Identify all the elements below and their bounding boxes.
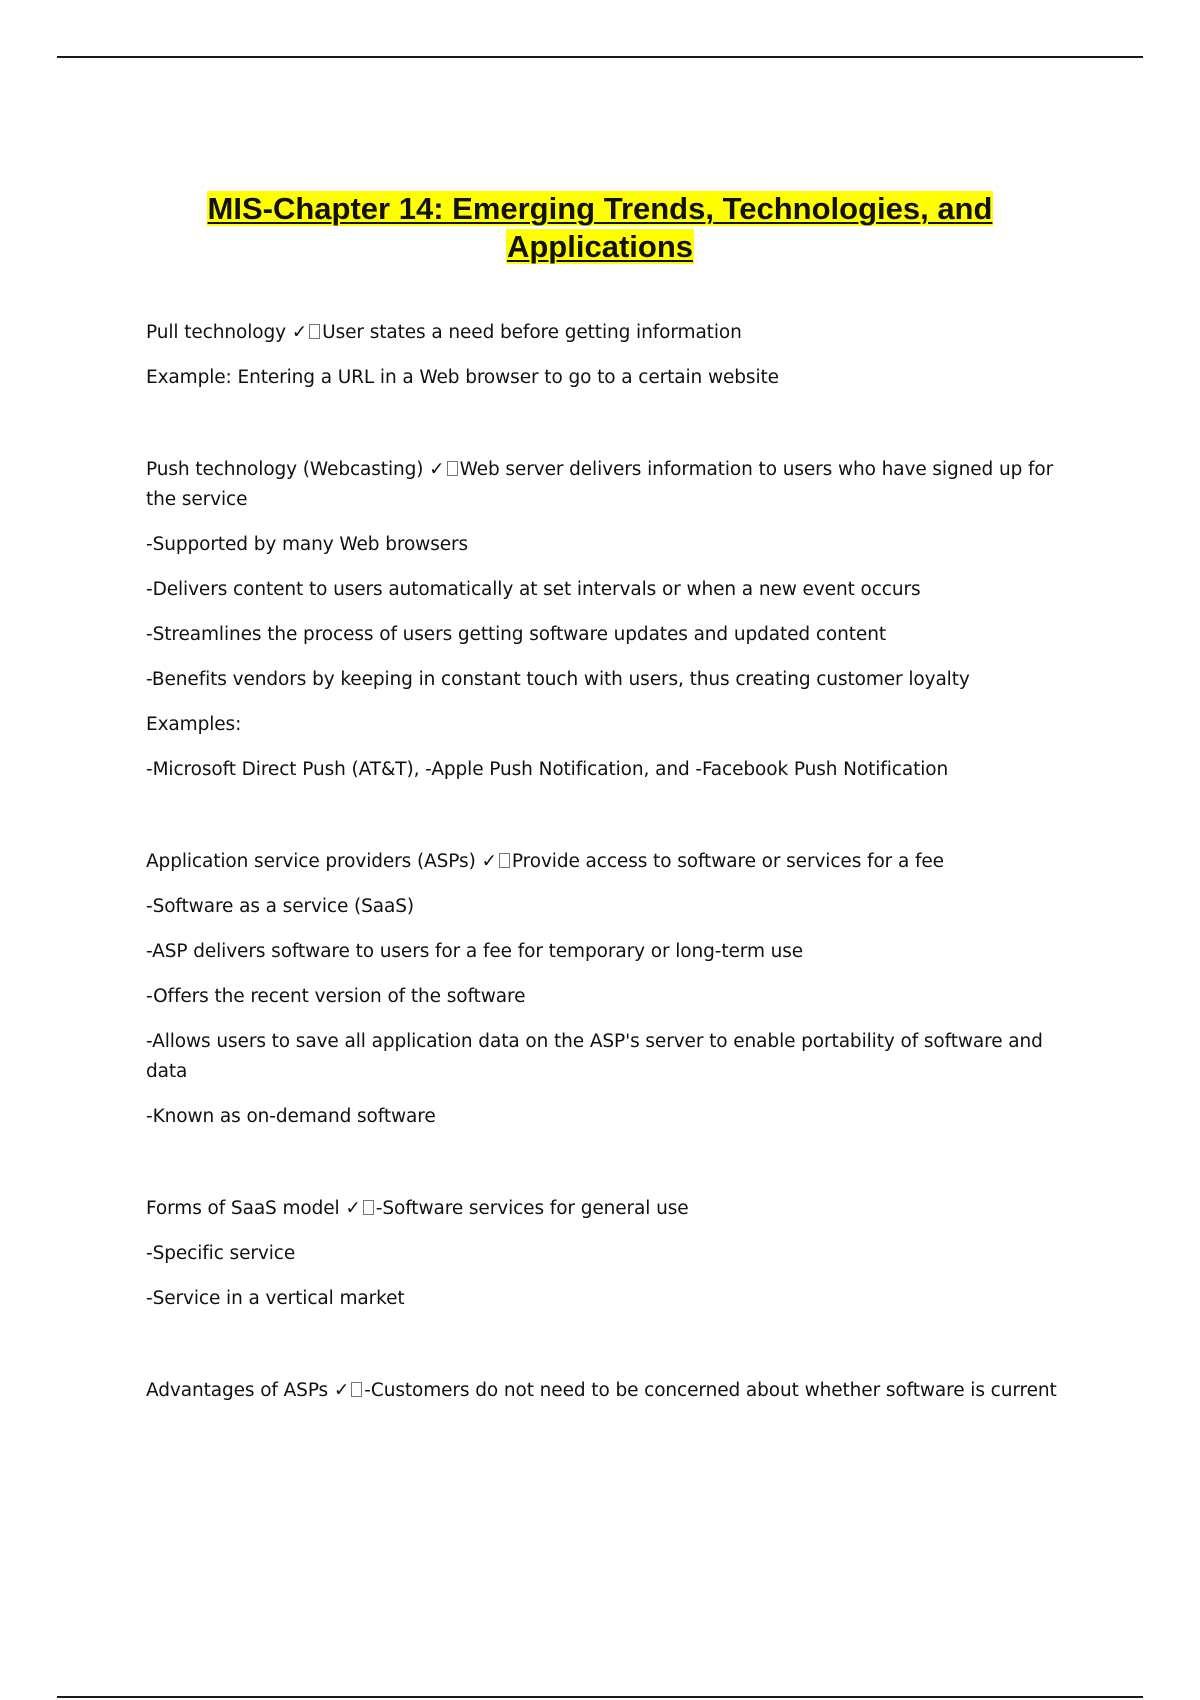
detail-line: Examples: [146,714,242,735]
term-text: Push technology (Webcasting) [146,459,424,480]
definition-text: User states a need before getting information [322,322,742,343]
definition-text: -Customers do not need to be concerned about whether software is current [364,1380,1057,1401]
missing-glyph-box-icon [351,1382,362,1397]
checkmark-icon: ✓ [481,851,497,872]
detail-line: Example: Entering a URL in a Web browser to go to a certain website [146,367,779,388]
detail-line: -Allows users to save all application data on the ASP's server to enable portability of software and data [146,1031,1043,1082]
document-title-text: MIS-Chapter 14: Emerging Trends, Technologies, and Applications [207,191,993,264]
detail-line: -ASP delivers software to users for a fee for temporary or long-term use [146,941,804,962]
flashcard-entry [146,1194,1086,1314]
definition-text: Provide access to software or services for a fee [511,851,944,872]
checkmark-icon: ✓ [333,1380,350,1401]
missing-glyph-box-icon [309,324,320,339]
detail-line: -Offers the recent version of the software [146,986,526,1007]
term-line [146,1194,1086,1224]
checkmark-icon: ✓ [291,322,308,343]
flashcard-entry [146,847,1086,1132]
missing-glyph-box-icon [363,1200,374,1215]
missing-glyph-box-icon [447,461,458,476]
detail-line: -Specific service [146,1243,296,1264]
term-line [146,455,1086,515]
bottom-rule [57,1696,1143,1698]
checkmark-icon: ✓ [429,459,445,480]
detail-line: -Known as on-demand software [146,1106,436,1127]
term-text: Application service providers (ASPs) [146,851,476,872]
detail-line: -Delivers content to users automatically at set intervals or when a new event occurs [146,579,921,600]
top-rule [57,56,1143,58]
definition-text: Web server delivers information to users who have signed up for the service [146,459,1054,510]
missing-glyph-box-icon [499,853,510,868]
flashcard-list [146,318,1086,1421]
flashcard-entry [146,1376,1086,1406]
detail-line: -Benefits vendors by keeping in constant touch with users, thus creating customer loyalty [146,669,970,690]
flashcard-entry [146,455,1086,785]
detail-line: -Microsoft Direct Push (AT&T), -Apple Push Notification, and -Facebook Push Notification [146,759,949,780]
document-title [120,190,1080,266]
term-text: Advantages of ASPs [146,1380,329,1401]
term-text: Forms of SaaS model [146,1198,340,1219]
definition-text: -Software services for general use [375,1198,689,1219]
term-line [146,318,1086,348]
flashcard-entry [146,318,1086,393]
detail-line: -Supported by many Web browsers [146,534,469,555]
term-line [146,1376,1086,1406]
term-line [146,847,1086,877]
detail-line: -Software as a service (SaaS) [146,896,415,917]
term-text: Pull technology [146,322,286,343]
detail-line: -Service in a vertical market [146,1288,405,1309]
checkmark-icon: ✓ [345,1198,361,1219]
detail-line: -Streamlines the process of users getting software updates and updated content [146,624,886,645]
